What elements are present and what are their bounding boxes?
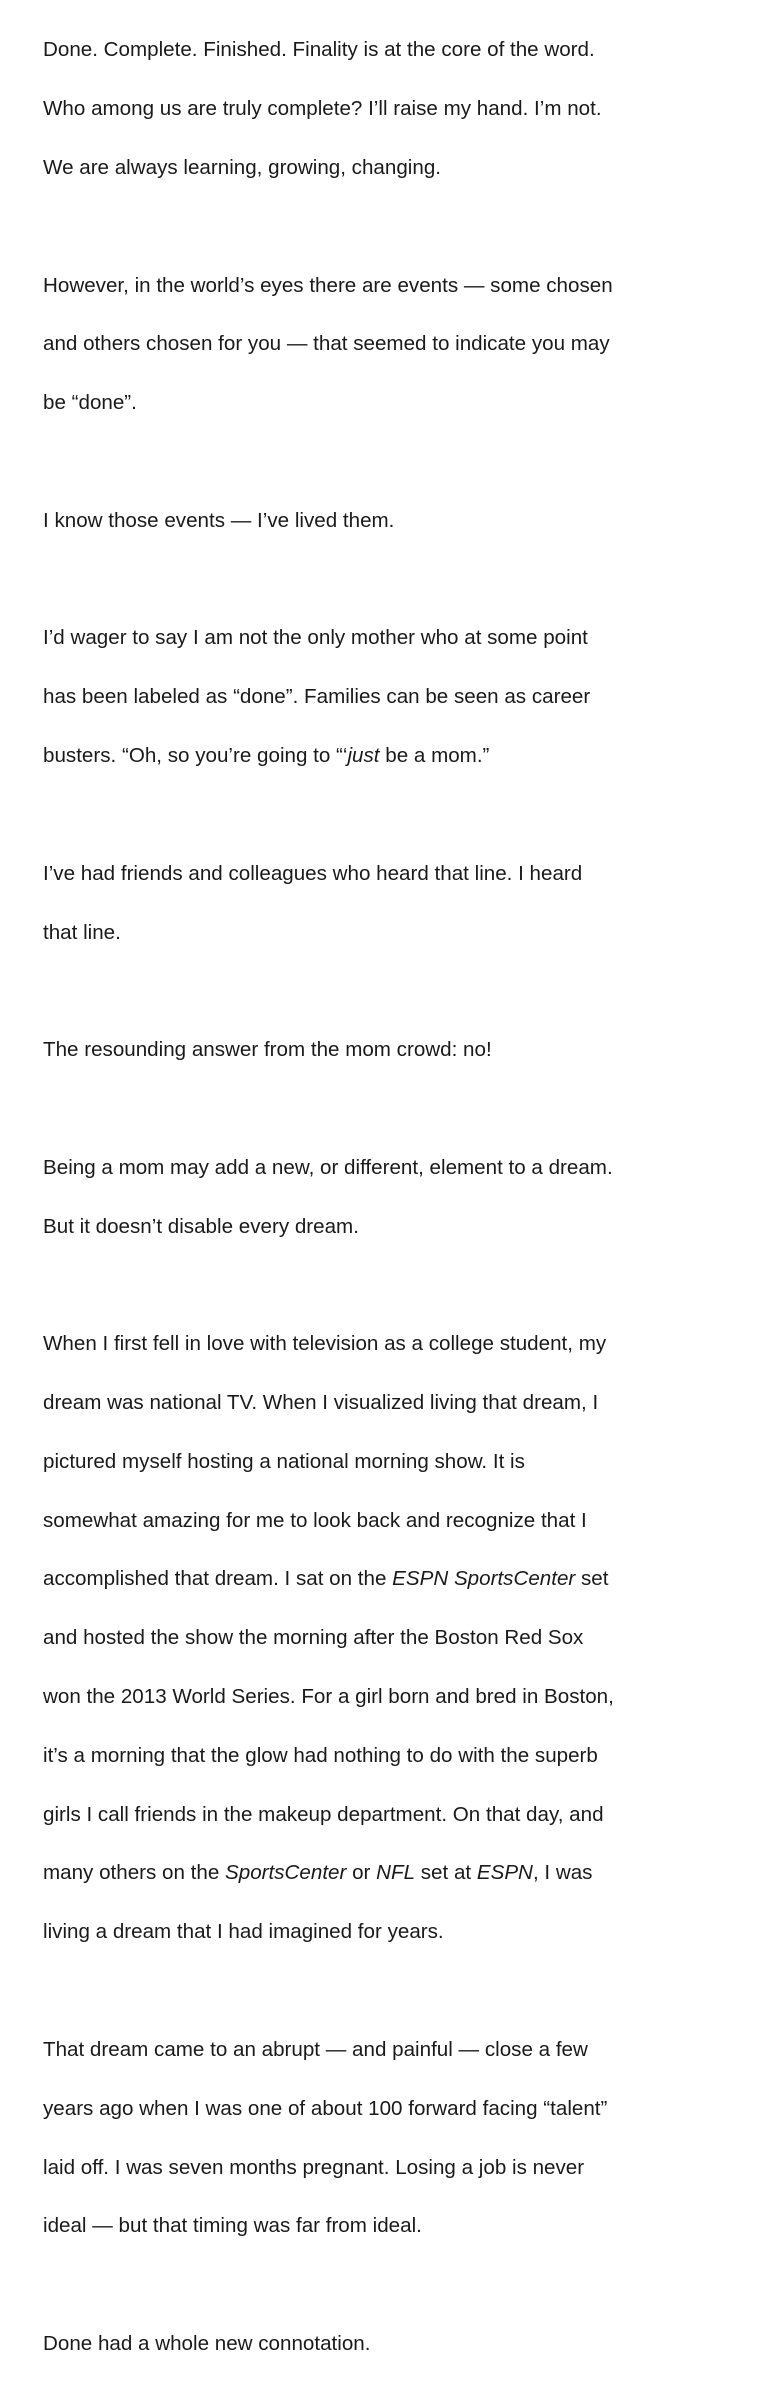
text-line (43, 1564, 753, 1593)
text-line: it’s a morning that the glow had nothing to do with the superb (43, 1743, 598, 1767)
text-line: The resounding answer from the mom crowd: no! (43, 1038, 492, 1062)
italic-text: ESPN (476, 1861, 533, 1885)
text-run: set at (415, 1861, 477, 1885)
text-line: girls I call friends in the makeup department. On that day, and (43, 1802, 604, 1826)
text-line: somewhat amazing for me to look back and recognize that I (43, 1508, 587, 1532)
paragraph (43, 6, 753, 212)
text-line: I’d wager to say I am not the only mother who at some point (43, 626, 588, 650)
text-line: pictured myself hosting a national morning show. It is (43, 1449, 525, 1473)
text-line (43, 741, 753, 770)
text-line: Being a mom may add a new, or different, element to a dream. (43, 1155, 613, 1179)
text-line: I’ve had friends and colleagues who heard that line. I heard (43, 861, 583, 885)
text-line: has been labeled as “done”. Families can be seen as career (43, 685, 591, 709)
document-body (43, 6, 753, 2388)
text-line: ideal — but that timing was far from ideal. (43, 2214, 422, 2238)
text-line: We are always learning, growing, changing. (43, 156, 441, 180)
italic-text: ESPN SportsCenter (392, 1567, 576, 1591)
paragraph (43, 476, 753, 564)
text-line: that line. (43, 920, 121, 944)
text-line: When I first fell in love with television as a college student, my (43, 1332, 607, 1356)
text-run: , I was (532, 1861, 593, 1885)
text-line: Done. Complete. Finished. Finality is at the core of the word. (43, 38, 595, 62)
text-run: or (346, 1861, 377, 1885)
text-run: many others on the (43, 1861, 226, 1885)
text-line: Done had a whole new connotation. (43, 2331, 371, 2355)
paragraph (43, 1300, 753, 1976)
paragraph (43, 1123, 753, 1270)
text-line: won the 2013 World Series. For a girl born and bred in Boston, (43, 1685, 614, 1709)
text-line: be “done”. (43, 391, 137, 415)
text-line: dream was national TV. When I visualized living that dream, I (43, 1390, 599, 1414)
text-run: set (575, 1567, 609, 1591)
text-line: Who among us are truly complete? I’ll raise my hand. I’m not. (43, 97, 602, 121)
text-line: living a dream that I had imagined for years. (43, 1920, 444, 1944)
text-line: However, in the world’s eyes there are events — some chosen (43, 273, 613, 297)
text-line: and others chosen for you — that seemed to indicate you may (43, 332, 610, 356)
text-run: be a mom.” (379, 744, 490, 768)
text-line: and hosted the show the morning after the Boston Red Sox (43, 1626, 584, 1650)
italic-text: just (347, 744, 380, 768)
paragraph (43, 1006, 753, 1094)
text-line: That dream came to an abrupt — and painful — close a few (43, 2037, 588, 2061)
text-line (43, 1858, 753, 1887)
paragraph (43, 241, 753, 447)
text-line: years ago when I was one of about 100 forward facing “talent” (43, 2096, 608, 2120)
paragraph (43, 594, 753, 800)
text-line: laid off. I was seven months pregnant. Losing a job is never (43, 2155, 585, 2179)
paragraph (43, 2006, 753, 2271)
paragraph (43, 829, 753, 976)
italic-text: SportsCenter (225, 1861, 347, 1885)
italic-text: NFL (376, 1861, 416, 1885)
paragraph (43, 2300, 753, 2388)
text-run: accomplished that dream. I sat on the (43, 1567, 393, 1591)
text-run: busters. “Oh, so you’re going to “‘ (43, 744, 348, 768)
text-line: I know those events — I’ve lived them. (43, 508, 395, 532)
text-line: But it doesn’t disable every dream. (43, 1214, 359, 1238)
